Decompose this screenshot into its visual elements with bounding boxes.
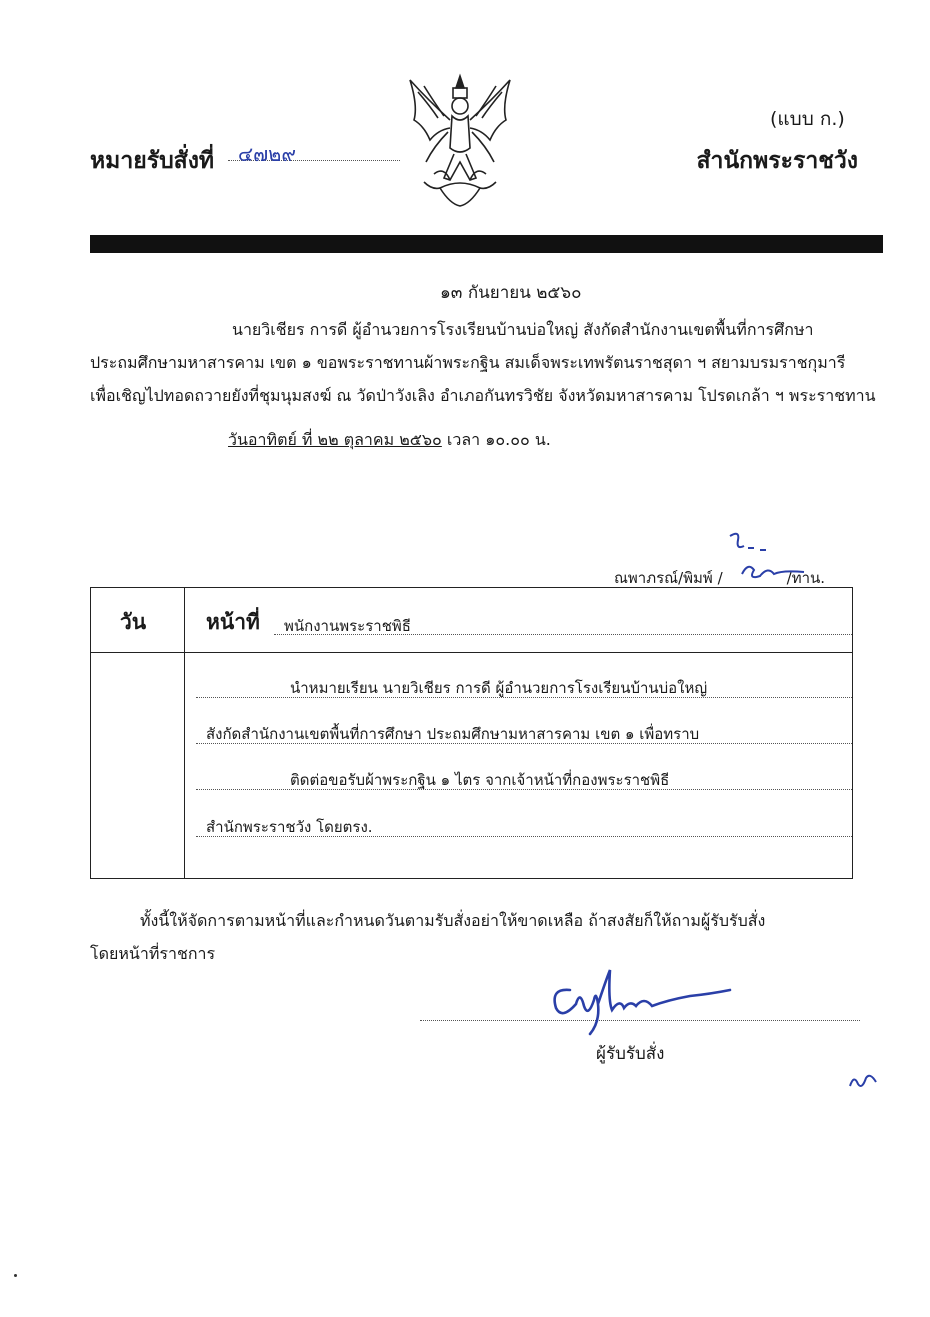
margin-initial-mark [846,1070,880,1092]
office-name: สำนักพระราชวัง [696,148,858,174]
table-header-duty: หน้าที่ [206,610,260,634]
table-dotted-line-3 [196,789,852,790]
garuda-emblem-icon [404,70,516,210]
checker-signature [738,560,808,584]
typist-label: ณพาภรณ์/พิมพ์ / [614,569,723,587]
closing-line-2: โดยหน้าที่ราชการ [90,944,216,963]
body-line-4 [228,428,551,453]
duty-dotted-line [274,634,852,635]
order-number-label: หมายรับสั่งที่ [90,148,215,174]
table-header-day: วัน [120,610,147,634]
document-date: ๑๓ กันยายน ๒๕๖๐ [440,283,582,303]
closing-line-1: ทั้งนี้ให้จัดการตามหน้าที่และกำหนดวันตามรับสั่งอย่าให้ขาดเหลือ ถ้าสงสัยก็ให้ถามผู้รับรับสั่ง [140,911,766,930]
table-column-divider [184,587,185,879]
typist-initial-signature [726,530,770,556]
table-row-divider [90,652,853,653]
table-dotted-line-2 [196,743,852,744]
signature-label: ผู้รับรับสั่ง [596,1044,665,1064]
form-code: (แบบ ก.) [770,108,845,130]
table-text-line-1: นำหมายเรียน นายวิเชียร การดี ผู้อำนวยการโรงเรียนบ้านบ่อใหญ่ [290,679,708,697]
body-line-1: นายวิเชียร การดี ผู้อำนวยการโรงเรียนบ้านบ่อใหญ่ สังกัดสำนักงานเขตพื้นที่การศึกษา [232,320,814,339]
scan-speck [14,1274,17,1277]
table-text-line-3: ติดต่อขอรับผ้าพระกฐิน ๑ ไตร จากเจ้าหน้าที่กองพระราชพิธี [290,771,670,789]
table-dotted-line-1 [196,697,852,698]
ceremony-time: เวลา ๑๐.๐๐ น. [441,430,551,449]
duty-value: พนักงานพระราชพิธี [284,617,411,635]
order-number-handwritten: ๔๗๒๙ [238,142,297,166]
typist-suffix: /ทาน. [786,569,826,587]
table-text-line-2: สังกัดสำนักงานเขตพื้นที่การศึกษา ประถมศึกษามหาสารคาม เขต ๑ เพื่อทราบ [206,725,700,743]
header-divider-bar [90,235,883,253]
table-text-line-4: สำนักพระราชวัง โดยตรง. [206,818,373,836]
body-line-2: ประถมศึกษามหาสารคาม เขต ๑ ขอพระราชทานผ้าพระกฐิน สมเด็จพระเทพรัตนราชสุดา ฯ สยามบรมราชกุมารี [90,353,846,372]
handwritten-signature [540,960,740,1040]
table-dotted-line-4 [196,836,852,837]
ceremony-date: วันอาทิตย์ ที่ ๒๒ ตุลาคม ๒๕๖๐ [228,430,442,449]
body-line-3: เพื่อเชิญไปทอดถวายยังที่ชุมนุมสงฆ์ ณ วัดป่าวังเลิง อำเภอกันทรวิชัย จังหวัดมหาสารคาม โปรดเกล้า ฯ พระราชทาน [90,386,876,405]
